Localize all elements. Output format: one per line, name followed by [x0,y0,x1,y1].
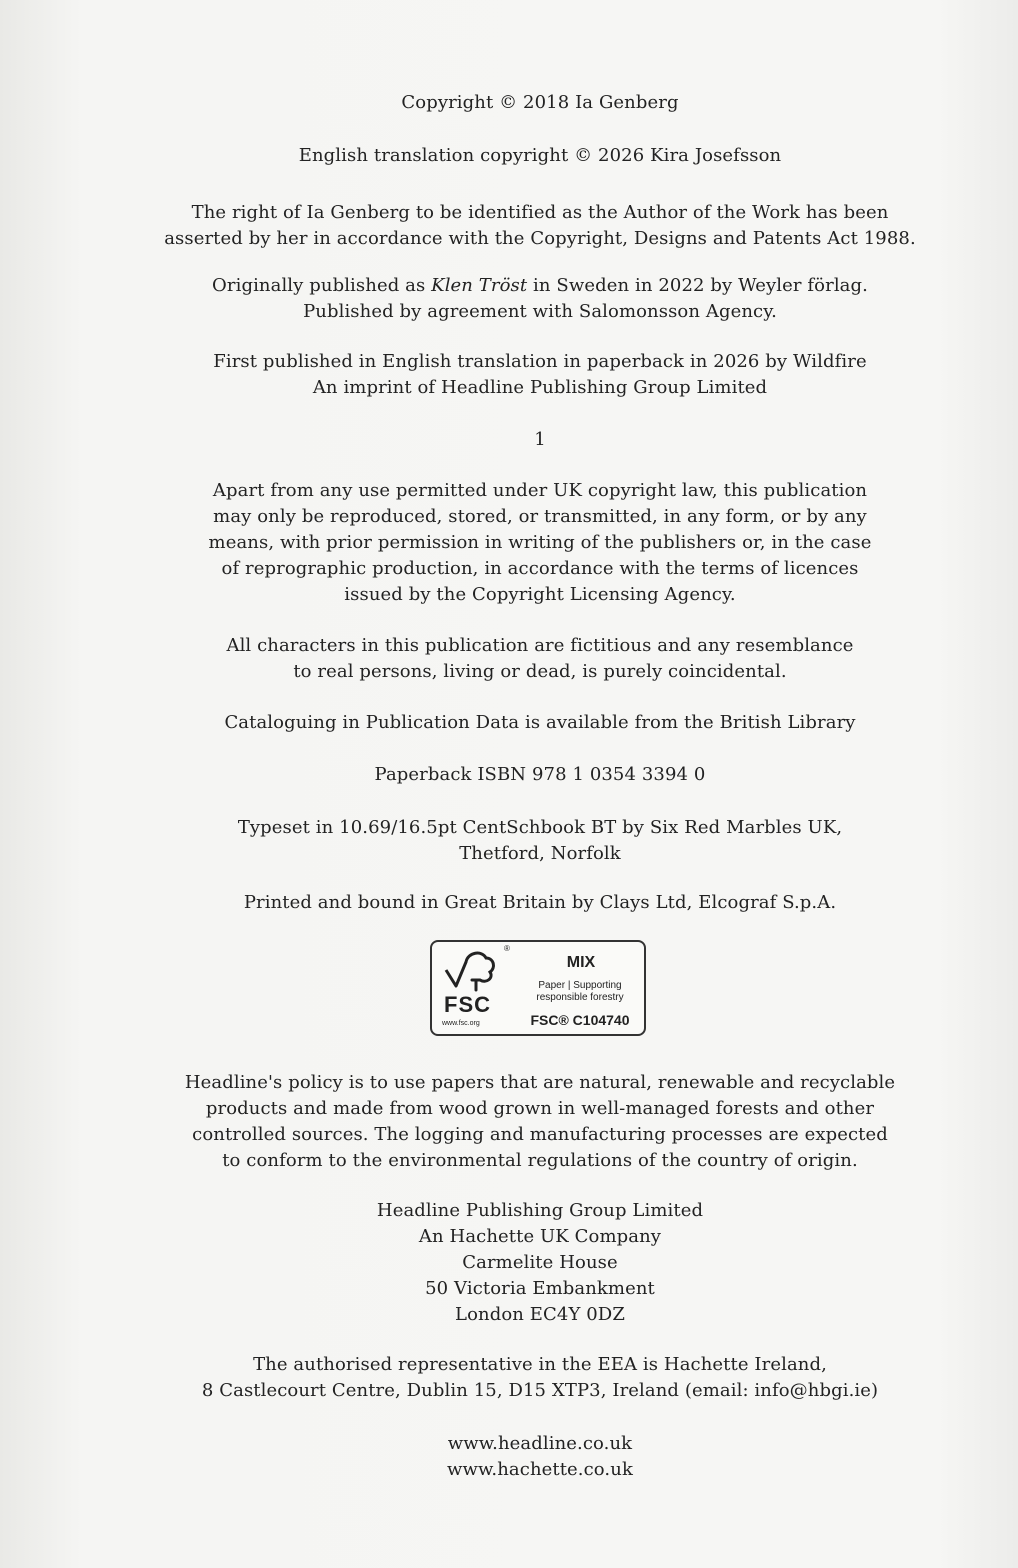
eea-line: The authorised representative in the EEA is Hachette Ireland, [253,1354,827,1375]
fsc-mix-label: MIX [566,954,596,971]
fiction-disclaimer-line: to real persons, living or dead, is purely coincidental. [293,661,787,682]
websites [160,1431,920,1483]
paper-policy-line: controlled sources. The logging and manufacturing processes are expected [192,1124,888,1145]
address-line: London EC4Y 0DZ [455,1304,625,1325]
paper-policy [160,1070,920,1174]
first-published-line: First published in English translation in paperback in 2026 by Wildfire [213,351,867,372]
imprint-line: An imprint of Headline Publishing Group Limited [312,377,768,398]
translation-copyright [160,143,920,169]
original-publication-line: Originally published as Klen Tröst in Sweden in 2022 by Weyler förlag. [212,275,868,296]
rights-notice-line: means, with prior permission in writing of the publishers or, in the case [208,532,872,553]
original-title: Klen Tröst [431,275,528,296]
typeset-line: Typeset in 10.69/16.5pt CentSchbook BT by Six Red Marbles UK, [237,817,843,838]
paper-policy-line: to conform to the environmental regulations of the country of origin. [222,1150,858,1171]
cataloguing-line: Cataloguing in Publication Data is available from the British Library [224,712,856,733]
typeset-line: Thetford, Norfolk [459,843,621,864]
fsc-url: www.fsc.org [442,1020,480,1027]
translation-copyright-line: English translation copyright © 2026 Kira Josefsson [298,145,782,166]
author-copyright-line: Copyright © 2018 Ia Genberg [401,92,679,113]
eea-line: 8 Castlecourt Centre, Dublin 15, D15 XTP3, Ireland (email: info@hbgi.ie) [201,1380,879,1401]
printed-by-line: Printed and bound in Great Britain by Clays Ltd, Elcograf S.p.A. [243,892,837,913]
fsc-tree-icon [442,948,498,992]
print-number-value: 1 [534,429,546,450]
rights-notice-line: issued by the Copyright Licensing Agency. [344,584,736,605]
original-publication [160,273,920,325]
paper-policy-line: Headline's policy is to use papers that are natural, renewable and recyclable [184,1072,896,1093]
isbn-line: Paperback ISBN 978 1 0354 3394 0 [374,764,706,785]
eea-representative [160,1352,920,1404]
address-line: 50 Victoria Embankment [425,1278,655,1299]
paper-policy-line: products and made from wood grown in well-managed forests and other [205,1098,875,1119]
address-line: Carmelite House [462,1252,618,1273]
address-line: Headline Publishing Group Limited [376,1200,704,1221]
isbn [160,762,920,788]
website-link[interactable]: www.headline.co.uk [447,1433,633,1454]
fsc-license-code: FSC® C104740 [530,1012,630,1028]
rights-notice [160,478,920,608]
cataloguing [160,710,920,736]
fiction-disclaimer-line: All characters in this publication are fictitious and any resemblance [226,635,854,656]
agency-line: Published by agreement with Salomonsson Agency. [303,301,777,322]
fsc-description-line: responsible forestry [536,992,624,1003]
fsc-description [518,980,642,1004]
rights-notice-line: Apart from any use permitted under UK copyright law, this publication [212,480,868,501]
print-number [160,427,920,453]
publisher-address [160,1198,920,1328]
rights-notice-line: of reprographic production, in accordance with the terms of licences [221,558,859,579]
first-published [160,349,920,401]
fsc-brand-text: FSC [444,992,491,1017]
fsc-reg-mark: ® [504,944,510,953]
moral-rights-line: The right of Ia Genberg to be identified as the Author of the Work has been [191,202,889,223]
address-line: An Hachette UK Company [418,1226,662,1247]
rights-notice-line: may only be reproduced, stored, or transmitted, in any form, or by any [213,506,867,527]
moral-rights [160,200,920,252]
printed-by [160,890,920,916]
typeset [160,815,920,867]
website-link[interactable]: www.hachette.co.uk [447,1459,633,1480]
fsc-description-line: Paper | Supporting [538,980,622,991]
fiction-disclaimer [160,633,920,685]
moral-rights-line: asserted by her in accordance with the Copyright, Designs and Patents Act 1988. [164,228,916,249]
fsc-logo [430,940,646,1036]
author-copyright [160,90,920,116]
